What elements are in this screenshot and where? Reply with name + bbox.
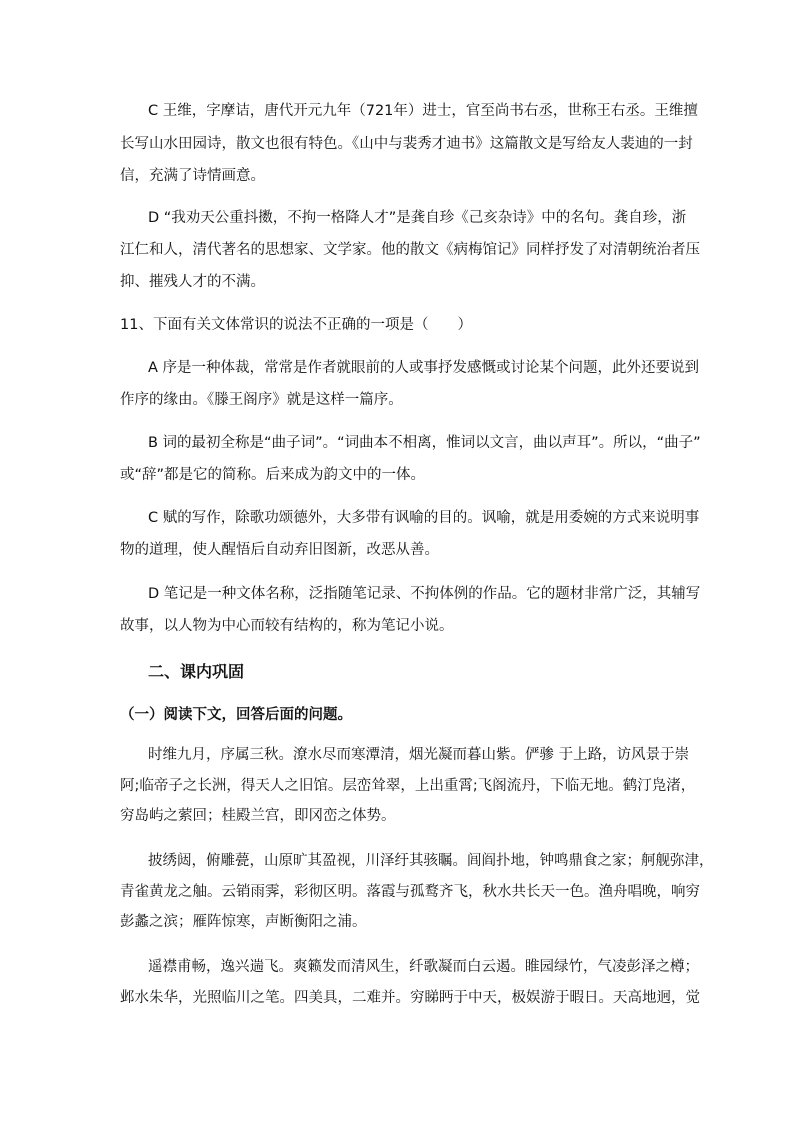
passage-p2-line-2: 青雀黄龙之舳。云销雨霁，彩彻区明。落霞与孤鹜齐飞，秋水共长天一色。渔舟唱晚，响穷 <box>120 884 700 900</box>
q11-option-a-line-1: A 序是一种体裁，常常是作者就眼前的人或事抒发感慨或讨论某个问题，此外还要说到 <box>148 360 700 376</box>
option-c-line-2: 长写山水田园诗，散文也很有特色。《山中与裴秀才迪书》这篇散文是写给友人裴迪的一封 <box>120 136 693 152</box>
passage-p3-line-1: 遥襟甫畅，逸兴遄飞。爽籁发而清风生，纤歌凝而白云遏。睢园绿竹，气凌彭泽之樽； <box>148 959 699 975</box>
question-11-stem: 11、下面有关文体常识的说法不正确的一项是（ ） <box>120 317 472 333</box>
option-c-line-1: C 王维，字摩诘，唐代开元九年（721年）进士，官至尚书右丞，世称王右丞。王维擅 <box>148 103 698 119</box>
q11-option-c-line-2: 物的道理，使人醒悟后自动弃旧图新，改恶从善。 <box>120 542 439 558</box>
passage-p2-line-3: 彭蠡之滨；雁阵惊寒，声断衡阳之浦。 <box>120 914 367 930</box>
option-c-line-3: 信，充满了诗情画意。 <box>120 168 265 184</box>
q11-option-b-line-1: B 词的最初全称是“曲子词”。“词曲本不相离，惟词以文言，曲以声耳”。所以，“曲子” <box>148 435 701 451</box>
section-heading: 二、课内巩固 <box>148 662 245 681</box>
option-d-line-3: 抑、摧残人才的不满。 <box>120 274 265 290</box>
passage-p3-line-2: 邺水朱华，光照临川之笔。四美具，二难并。穷睇眄于中天，极娱游于暇日。天高地迥，觉 <box>120 990 700 1006</box>
option-d-line-1: D “我劝天公重抖擞，不拘一格降人才”是龚自珍《己亥杂诗》中的名句。龚自珍，浙 <box>148 210 687 226</box>
q11-option-b-line-2: 或“辞”都是它的简称。后来成为韵文中的一体。 <box>120 467 426 483</box>
passage-p1-line-3: 穷岛屿之萦回；桂殿兰宫，即冈峦之体势。 <box>120 808 396 824</box>
section-subheading: （一）阅读下文，回答后面的问题。 <box>120 707 352 723</box>
option-d-line-2: 江仁和人，清代著名的思想家、文学家。他的散文《病梅馆记》同样抒发了对清朝统治者压 <box>120 242 700 258</box>
passage-p1-line-2: 阿;临帝子之长洲，得天人之旧馆。层峦耸翠，上出重霄;飞阁流丹，下临无地。鹤汀凫渚， <box>120 778 696 794</box>
passage-p1-line-1: 时维九月，序属三秋。潦水尽而寒潭清，烟光凝而暮山紫。俨骖 于上路，访风景于崇 <box>148 747 690 763</box>
q11-option-d-line-2: 故事，以人物为中心而较有结构的，称为笔记小说。 <box>120 618 454 634</box>
q11-option-c-line-1: C 赋的写作，除歌功颂德外，大多带有讽喻的目的。讽喻，就是用委婉的方式来说明事 <box>148 510 700 526</box>
q11-option-d-line-1: D 笔记是一种文体名称，泛指随笔记录、不拘体例的作品。它的题材非常广泛，其辅写 <box>148 586 701 602</box>
passage-p2-line-1: 披绣闼，俯雕甍，山原旷其盈视，川泽纡其骇瞩。闾阎扑地，钟鸣鼎食之家；舸舰弥津， <box>148 853 714 869</box>
q11-option-a-line-2: 作序的缘由。《滕王阁序》就是这样一篇序。 <box>120 392 403 408</box>
